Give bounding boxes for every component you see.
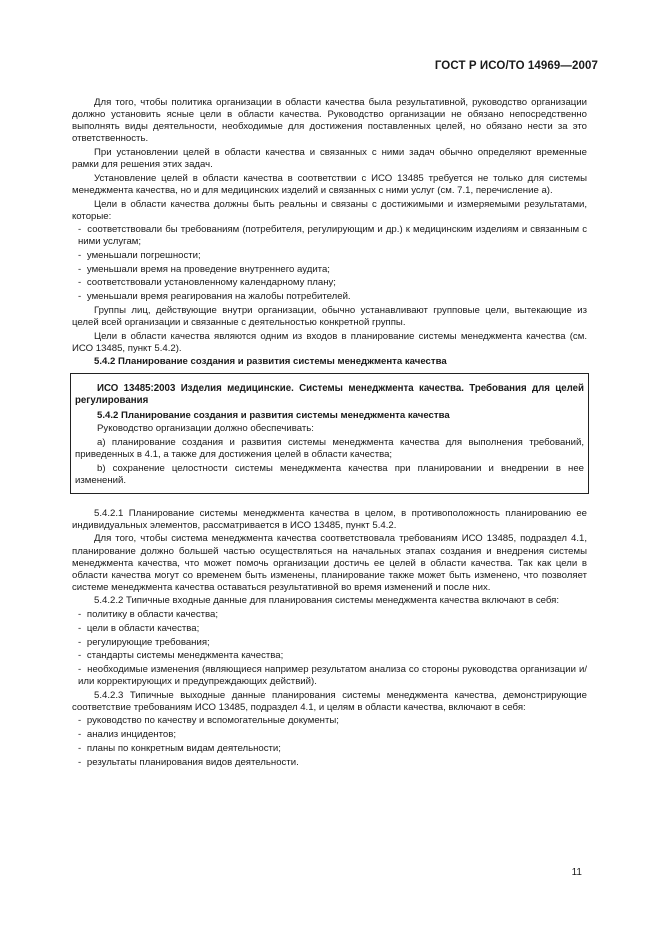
paragraph: Для того, чтобы система менеджмента качества соответствовала требованиям ИСО 13485, подраздел 4.1, планирование должно большей частью осуществляться на начальных этапах создания и внедрения системы менеджмента качества, что может помочь организации достичь ее целей в области качества. Так как цели в области качества могут со временем быть изменены, планирование также может быть изменено, что позволяет системе менеджмента качества оставаться результативной во время изменений и после них. (72, 533, 587, 593)
paragraph: Цели в области качества должны быть реальны и связаны с достижимыми и измеряемыми результатами, которые: (72, 198, 587, 222)
paragraph: Установление целей в области качества в соответствии с ИСО 13485 требуется не только для системы менеджмента качества, но и для медицинских изделий и связанных с ними услуг (см. 7.1, перечисление а). (72, 172, 587, 196)
list-item: - планы по конкретным видам деятельности; (78, 742, 281, 754)
box-item-b: b) сохранение целостности системы менеджмента качества при планировании и внедрении в нее изменений. (75, 462, 584, 486)
box-heading: 5.4.2 Планирование создания и развития системы менеджмента качества (97, 409, 450, 421)
dash-bullet: - (78, 715, 82, 727)
dash-bullet: - (78, 263, 82, 275)
list-item: - стандарты системы менеджмента качества; (78, 650, 284, 662)
dash-bullet: - (78, 636, 82, 648)
quoted-standard-box (70, 373, 589, 494)
dash-bullet: - (78, 622, 82, 634)
paragraph: Цели в области качества являются одним из входов в планирование системы менеджмента качества (см. ИСО 13485, пункт 5.4.2). (72, 330, 587, 354)
box-title: ИСО 13485:2003 Изделия медицинские. Системы менеджмента качества. Требования для целей регулирования (75, 382, 584, 406)
list-item: - уменьшали время реагирования на жалобы потребителей. (78, 291, 351, 303)
paragraph: При установлении целей в области качества и связанных с ними задач обычно определяют временные рамки для решения этих задач. (72, 146, 587, 171)
dash-bullet: - (78, 224, 82, 236)
dash-bullet: - (78, 609, 82, 621)
paragraph: Группы лиц, действующие внутри организации, обычно устанавливают групповые цели, вытекающие из целей всей организации и связанные с деятельностью конкретной группы. (72, 304, 587, 328)
dash-bullet: - (78, 729, 82, 741)
list-item: - необходимые изменения (являющиеся например результатом анализа со стороны руководства организации и/или корректирующих и предупреждающих действий). (78, 663, 587, 687)
dash-bullet: - (78, 756, 82, 768)
list-item: - цели в области качества; (78, 622, 200, 634)
paragraph: 5.4.2.3 Типичные выходные данные планирования системы менеджмента качества, демонстрирующие соответствие требованиям ИСО 13485, подраздел 4.1, и целям в области качества, включают в себя: (72, 689, 587, 713)
dash-bullet: - (78, 742, 82, 754)
list-item: - анализ инцидентов; (78, 729, 176, 741)
list-item: - уменьшали время на проведение внутреннего аудита; (78, 263, 330, 275)
list-item: - уменьшали погрешности; (78, 250, 201, 262)
paragraph: 5.4.2.2 Типичные входные данные для планирования системы менеджмента качества включают в себя: (94, 595, 559, 607)
list-item: - результаты планирования видов деятельности. (78, 756, 299, 768)
section-heading: 5.4.2 Планирование создания и развития системы менеджмента качества (94, 356, 447, 368)
document-code-header: ГОСТ Р ИСО/ТО 14969—2007 (434, 60, 598, 72)
list-item: - регулирующие требования; (78, 636, 210, 648)
dash-bullet: - (78, 277, 82, 289)
box-intro: Руководство организации должно обеспечивать: (97, 423, 314, 435)
paragraph: 5.4.2.1 Планирование системы менеджмента качества в целом, в противоположность планированию ее индивидуальных элементов, рассматривается в ИСО 13485, пункт 5.4.2. (72, 507, 587, 531)
list-item: - соответствовали установленному календарному плану; (78, 277, 336, 289)
dash-bullet: - (78, 291, 82, 303)
list-item: - соответствовали бы требованиям (потребителя, регулирующим и др.) к медицинским изделиям и связанным с ними услугам; (78, 224, 587, 248)
page-body (72, 97, 587, 770)
list-item: - политику в области качества; (78, 609, 219, 621)
box-item-a: a) планирование создания и развития системы менеджмента качества для выполнения требований, приведенных в 4.1, а также для достижения целей в области качества; (75, 437, 584, 461)
paragraph: Для того, чтобы политика организации в области качества была результативной, руководство организации должно установить ясные цели в области качества. Руководство организации не обязано непосредственно выполнять виды деятельности, необходимые для достижения поставленных целей, но обязано нести за это ответственность. (72, 97, 587, 145)
list-item: - руководство по качеству и вспомогательные документы; (78, 715, 339, 727)
dash-bullet: - (78, 250, 82, 262)
dash-bullet: - (78, 650, 82, 662)
dash-bullet: - (78, 663, 82, 675)
page-number: 11 (571, 867, 582, 878)
